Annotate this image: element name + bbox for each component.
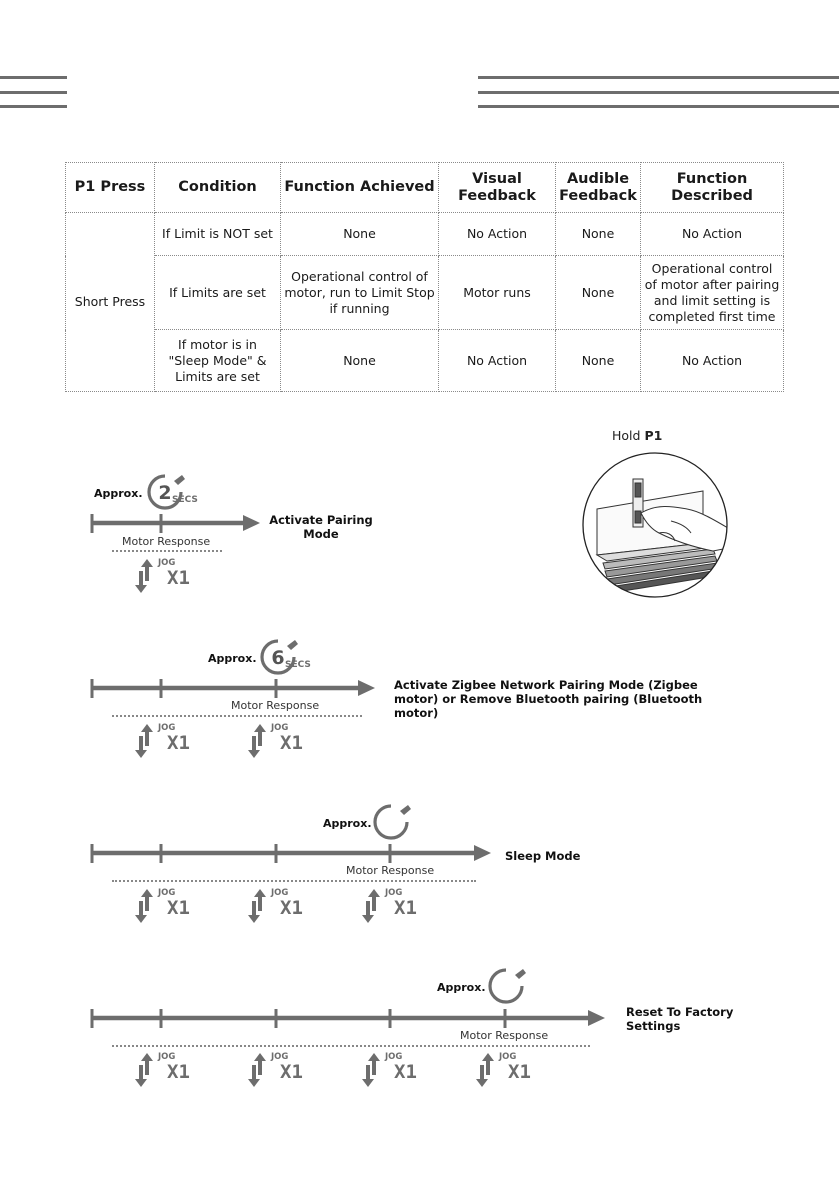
timer-icon [254,639,314,677]
table-cell: None [556,330,641,392]
jog-label: JOG [158,558,176,568]
header-bar-left-1 [0,76,67,79]
jog-label: JOG [271,888,289,898]
table-cell: If motor is in "Sleep Mode" & Limits are set [155,330,281,392]
jog-x1-icon [246,722,310,760]
motor-response-label: Motor Response [460,1029,549,1042]
table-cell: If Limit is NOT set [155,213,281,256]
header-bar-left-3 [0,105,67,108]
table-cell: Operational control of motor after pairing and limit setting is completed first time [641,256,784,330]
jog-x1-icon [360,887,424,925]
col-header-function-described: Function Described [641,163,784,213]
col-header-p1-press: P1 Press [66,163,155,213]
jog-label: JOG [271,1052,289,1062]
p1-press-table [65,162,784,392]
table-cell: No Action [641,330,784,392]
row-label-short-press: Short Press [66,213,155,392]
jog-x1-icon [133,722,197,760]
col-header-function-achieved: Function Achieved [281,163,439,213]
table-cell: None [281,213,439,256]
timeline-1-label: Activate Pairing Mode [269,513,373,541]
jog-label: JOG [271,723,289,733]
jog-x1-icon [474,1051,538,1089]
jog-x1-icon [360,1051,424,1089]
hold-p1-label [612,428,662,443]
timeline-1-arrow [88,512,263,536]
timeline-3-label: Sleep Mode [505,849,581,863]
x1-label: X1 [167,567,190,589]
x1-label: X1 [508,1061,531,1083]
table-row [66,330,784,392]
table-cell: Operational control of motor, run to Limit Stop if running [281,256,439,330]
timeline-2-arrow [88,677,380,701]
jog-x1-icon [133,557,197,595]
table-cell: No Action [439,330,556,392]
table-header-row [66,163,784,213]
timeline-2-label: Activate Zigbee Network Pairing Mode (Zigbee motor) or Remove Bluetooth pairing (Bluetooth motor) [394,678,703,720]
header-bar-right-1 [478,76,839,79]
hold-prefix: Hold [612,428,641,443]
x1-label: X1 [167,897,190,919]
hold-button-name: P1 [644,428,663,443]
jog-label: JOG [385,1052,403,1062]
x1-label: X1 [394,897,417,919]
jog-x1-icon [133,1051,197,1089]
approx-label: Approx. [437,981,486,994]
motor-response-dotted-line [112,550,222,552]
table-cell: No Action [439,213,556,256]
col-header-visual-feedback: Visual Feedback [439,163,556,213]
header-bar-left-2 [0,91,67,94]
x1-label: X1 [167,1061,190,1083]
motor-response-label: Motor Response [231,699,320,712]
hold-p1-illustration [563,451,748,603]
motor-response-dotted-line [112,715,362,717]
x1-label: X1 [280,1061,303,1083]
table-cell: None [281,330,439,392]
x1-label: X1 [280,732,303,754]
jog-label: JOG [499,1052,517,1062]
table-cell: If Limits are set [155,256,281,330]
jog-x1-icon [246,887,310,925]
timer-value: 2 [158,482,172,504]
table-cell: No Action [641,213,784,256]
table-row [66,256,784,330]
timer-icon [484,968,530,1006]
header-bar-right-2 [478,91,839,94]
motor-response-label: Motor Response [346,864,435,877]
table-cell: None [556,256,641,330]
table-row [66,213,784,256]
approx-label: Approx. [323,817,372,830]
timer-value: 6 [271,647,285,669]
jog-label: JOG [158,723,176,733]
header-bar-right-3 [478,105,839,108]
table-cell: None [556,213,641,256]
table-cell: Motor runs [439,256,556,330]
jog-x1-icon [246,1051,310,1089]
motor-response-dotted-line [112,1045,590,1047]
timeline-3-arrow [88,842,498,866]
col-header-audible-feedback: Audible Feedback [556,163,641,213]
secs-label: SECS [172,495,198,505]
jog-label: JOG [385,888,403,898]
x1-label: X1 [280,897,303,919]
x1-label: X1 [167,732,190,754]
timer-icon [143,474,199,512]
jog-label: JOG [158,888,176,898]
jog-label: JOG [158,1052,176,1062]
motor-response-dotted-line [112,880,476,882]
x1-label: X1 [394,1061,417,1083]
col-header-condition: Condition [155,163,281,213]
approx-label: Approx. [94,487,143,500]
jog-x1-icon [133,887,197,925]
timeline-4-arrow [88,1007,610,1031]
timer-icon [369,804,415,842]
approx-label: Approx. [208,652,257,665]
secs-label: SECS [285,660,311,670]
timeline-4-label: Reset To Factory Settings [626,1005,734,1033]
motor-response-label: Motor Response [122,535,211,548]
